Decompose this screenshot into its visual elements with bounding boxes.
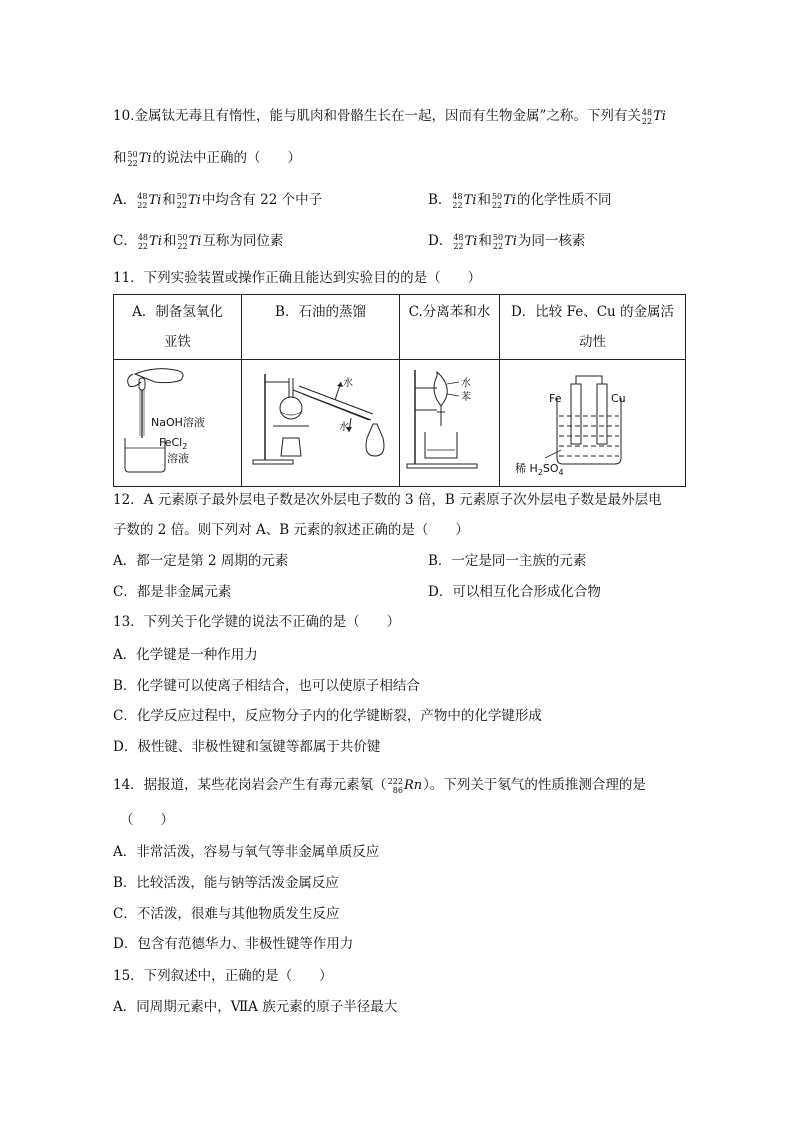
q14-stem: 14．据报道，某些花岗岩会产生有毒元素氡（ 222 86 Rn ）。下列关于氡气的性质推测合理的是 [113,776,646,795]
nuclide-ti48: 48 22 Ti [137,191,162,210]
svg-text:水: 水 [460,378,471,389]
q10-option-d: D． 48 22 Ti 和 50 22 Ti 为同一核素 [428,232,586,251]
nuclide-ti48: 48 22 Ti [137,232,162,251]
q14-option-a: A．非常活泼，容易与氧气等非金属单质反应 [113,844,380,860]
q10-stem-line1: 10.金属钛无毒且有惰性，能与肌肉和骨骼生长在一起，因而有生物金属”之称。下列有关 48 22 Ti [113,107,666,126]
q10-option-b: B． 48 22 Ti 和 50 22 Ti 的化学性质不同 [428,191,612,210]
q14-answer-paren: （ ） [120,812,174,828]
q11-figure-a [114,360,242,487]
q12-stem-line1: 12．A 元素原子最外层电子数是次外层电子数的 3 倍，B 元素原子次外层电子数是最外层电 [113,492,662,508]
svg-text:溶液: 溶液 [166,452,189,465]
q12-stem-line2: 子数的 2 倍。则下列对 A、B 元素的叙述正确的是（ ） [113,522,469,538]
svg-text:Fe: Fe [548,392,561,405]
q12-option-b: B．一定是同一主族的元素 [428,553,587,569]
separatory-funnel-figure [401,360,499,482]
nuclide-ti50: 50 22 Ti [177,232,202,251]
q15-stem: 15．下列叙述中，正确的是（ ） [113,968,333,984]
q15-option-a: A．同周期元素中，ⅦA 族元素的原子半径最大 [113,999,398,1015]
q11-head-c: C.分离苯和水 [400,295,500,360]
nuclide-ti50: 50 22 Ti [127,149,152,168]
q13-option-b: B．化学键可以使离子相结合，也可以使原子相结合 [113,678,420,694]
q10-option-a: A． 48 22 Ti 和 50 22 Ti 中均含有 22 个中子 [113,191,323,210]
nuclide-ti48: 48 22 Ti [641,107,666,126]
q11-head-a: A．制备氢氧化亚铁 [114,295,242,360]
distillation-figure [243,360,399,482]
nuclide-ti48: 48 22 Ti [452,191,477,210]
svg-text:FeCl2: FeCl$_2$ [158,436,187,451]
q14-option-c: C．不活泼，很难与其他物质发生反应 [113,906,340,922]
nuclide-rn222: 222 86 Rn [387,776,423,795]
svg-text:苯: 苯 [460,392,471,403]
q12-option-a: A．都一定是第 2 周期的元素 [113,553,289,569]
nuclide-ti50: 50 22 Ti [492,232,517,251]
galvanic-beaker-figure [501,360,685,482]
q13-option-c: C．化学反应过程中，反应物分子内的化学键断裂，产物中的化学键形成 [113,708,542,724]
q13-stem: 13．下列关于化学键的说法不正确的是（ ） [113,614,401,630]
q11-head-d: D．比较 Fe、Cu 的金属活动性 [500,295,686,360]
q11-figure-d [500,360,686,487]
q13-option-a: A．化学键是一种作用力 [113,647,258,663]
q11-options-table [113,294,686,487]
q14-option-d: D．包含有范德华力、非极性键等作用力 [113,936,354,952]
svg-text:Cu: Cu [610,392,626,405]
svg-text:NaOH溶液: NaOH溶液 [150,416,205,429]
q14-option-b: B．比较活泼，能与钠等活泼金属反应 [113,875,339,891]
q13-option-d: D．极性键、非极性键和氢键等都属于共价键 [113,739,381,755]
q12-option-d: D．可以相互化合形成化合物 [428,584,601,600]
svg-text:水: 水 [338,422,349,433]
q10-stem-line2: 和 50 22 Ti 的说法中正确的（ ） [113,149,302,168]
q10-option-c: C． 48 22 Ti 和 50 22 Ti 互称为同位素 [113,232,284,251]
nuclide-ti48: 48 22 Ti [453,232,478,251]
q11-head-b: B．石油的蒸馏 [242,295,400,360]
q11-figure-b [242,360,400,487]
q11-figure-c [400,360,500,487]
q12-option-c: C．都是非金属元素 [113,584,232,600]
svg-text:水: 水 [342,378,353,389]
svg-text:稀 H2SO4: 稀 $H_2SO_4$ [514,462,564,477]
q11-stem: 11．下列实验装置或操作正确且能达到实验目的的是（ ） [113,270,482,286]
dropper-test-tube-figure [115,360,241,482]
nuclide-ti50: 50 22 Ti [491,191,516,210]
nuclide-ti50: 50 22 Ti [176,191,201,210]
